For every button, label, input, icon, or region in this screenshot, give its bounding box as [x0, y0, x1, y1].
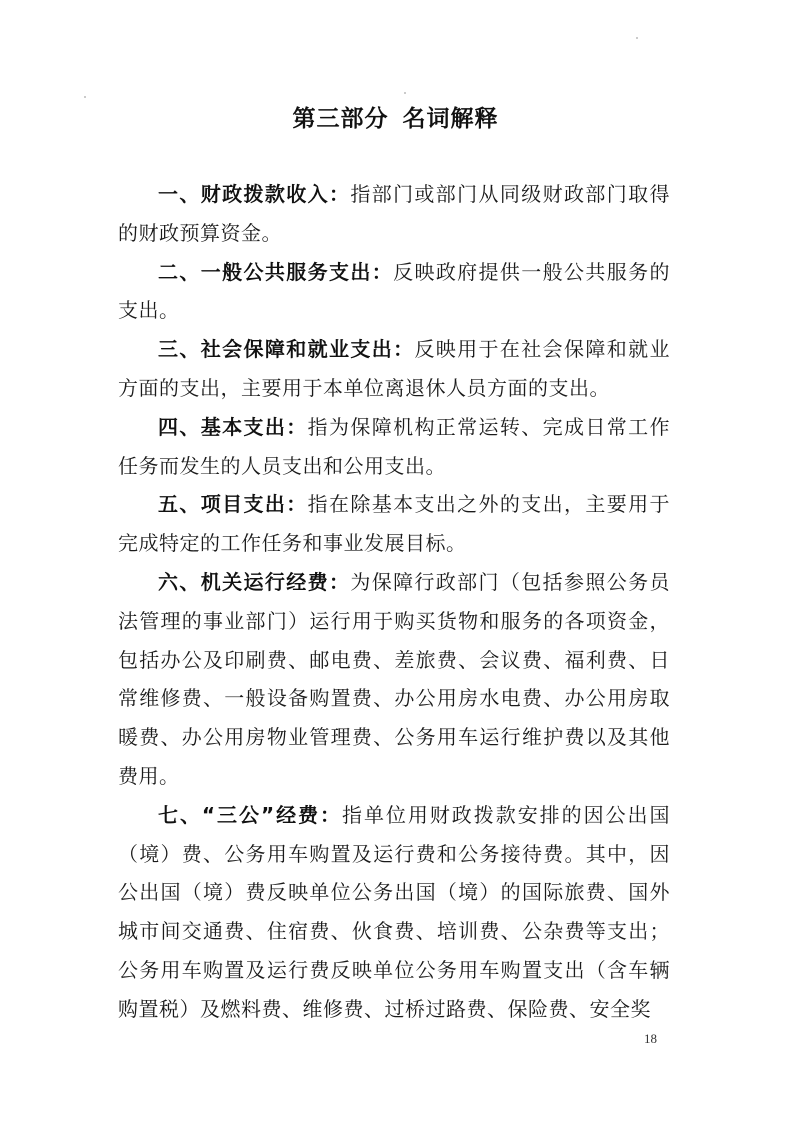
- definition-term: 三、社会保障和就业支出：: [158, 337, 415, 362]
- definition-term: 一、财政拨款收入：: [158, 182, 351, 206]
- definition-paragraph: [118, 253, 670, 331]
- page-number: 18: [644, 1031, 657, 1046]
- scan-speck: [404, 92, 406, 94]
- definition-text: 指为保障机构正常运转、完成日常工作任务而发生的人员支出和公用支出。: [118, 414, 671, 478]
- definition-paragraph: [118, 796, 670, 1029]
- definition-term: 七、“三公”经费：: [158, 802, 342, 827]
- definition-paragraph: [118, 563, 670, 796]
- definition-term: 六、机关运行经费：: [158, 569, 351, 594]
- definition-text: 反映政府提供一般公共服务的支出。: [118, 259, 671, 323]
- definition-text: 指部门或部门从同级财政部门取得的财政预算资金。: [118, 182, 671, 245]
- definition-text: 反映用于在社会保障和就业方面的支出，主要用于本单位离退休人员方面的支出。: [118, 337, 671, 400]
- definitions-body: [118, 175, 670, 1029]
- title-name: 名词解释: [402, 106, 499, 132]
- definition-paragraph: [118, 330, 670, 408]
- definition-term: 四、基本支出：: [158, 414, 308, 439]
- scan-speck: [84, 96, 86, 98]
- scan-speck: [636, 37, 638, 39]
- page-title: [0, 100, 791, 133]
- title-part: 第三部分: [292, 106, 389, 132]
- definition-paragraph: [118, 485, 670, 563]
- definition-text: 指单位用财政拨款安排的因公出国（境）费、公务用车购置及运行费和公务接待费。其中，因公出国（境）费反映单位公务出国（境）的国际旅费、国外城市间交通费、住宿费、伙食费、培训费、公杂费等支出；公务用车购置及运行费反映单位公务用车购置支出（含车辆购置税）及燃料费、维修费、过桥过路费、保险费、安全奖: [118, 802, 670, 1021]
- definition-paragraph: [118, 175, 670, 253]
- definition-term: 二、一般公共服务支出：: [158, 259, 394, 284]
- definition-term: 五、项目支出：: [158, 492, 308, 517]
- definition-paragraph: [118, 408, 670, 486]
- definition-text: 指在除基本支出之外的支出，主要用于完成特定的工作任务和事业发展目标。: [118, 492, 671, 556]
- definition-text: 为保障行政部门（包括参照公务员法管理的事业部门）运行用于购买货物和服务的各项资金，包括办公及印刷费、邮电费、差旅费、会议费、福利费、日常维修费、一般设备购置费、办公用房水电费、办公用房取暖费、办公用房物业管理费、公务用车运行维护费以及其他费用。: [118, 569, 671, 788]
